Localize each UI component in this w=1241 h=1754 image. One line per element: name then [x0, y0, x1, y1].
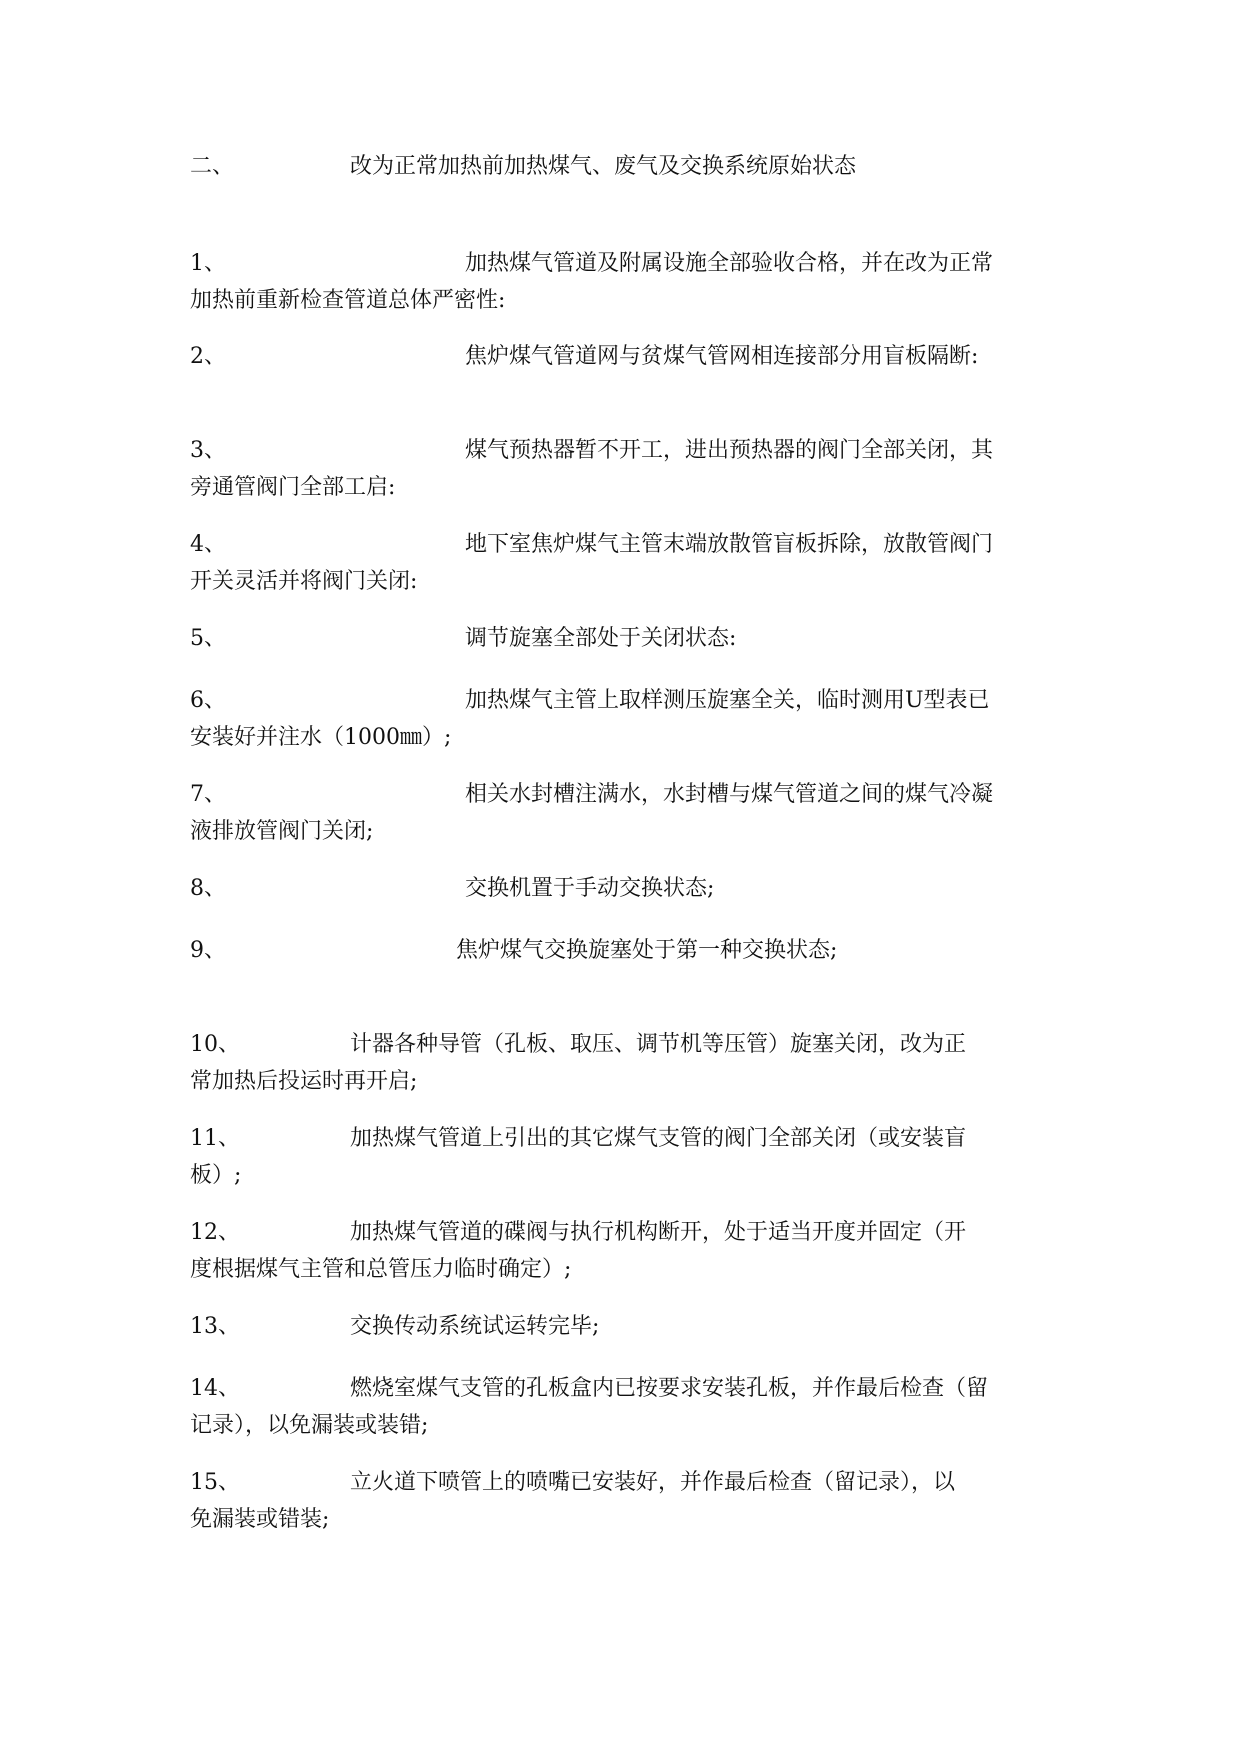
list-item [190, 870, 1060, 907]
item-text-line-1: 焦炉煤气交换旋塞处于第一种交换状态; [456, 938, 838, 963]
item-text-line-1: 立火道下喷管上的喷嘴已安装好，并作最后检查（留记录），以 [350, 1470, 956, 1495]
item-number: 2、 [190, 344, 226, 369]
item-number: 7、 [190, 782, 226, 807]
item-text-line-1: 煤气预热器暂不开工，进出预热器的阀门全部关闭，其 [465, 438, 994, 463]
list-item [190, 776, 1060, 850]
item-text-line-1: 调节旋塞全部处于关闭状态: [465, 626, 737, 651]
list-item [190, 1308, 1060, 1345]
item-text-line-2: 旁通管阀门全部工启: [190, 475, 396, 500]
item-text-line-1: 燃烧室煤气支管的孔板盒内已按要求安装孔板，并作最后检查（留 [350, 1376, 989, 1401]
list-item [190, 432, 1060, 506]
item-text-line-1: 相关水封槽注满水，水封槽与煤气管道之间的煤气冷凝 [465, 782, 994, 807]
item-number: 1、 [190, 251, 226, 276]
item-text-line-2: 板）; [190, 1163, 242, 1188]
list-item [190, 1120, 1060, 1194]
item-text-line-1: 加热煤气管道上引出的其它煤气支管的阀门全部关闭（或安装盲 [350, 1126, 967, 1151]
item-number: 9、 [190, 938, 226, 963]
item-text-line-1: 地下室焦炉煤气主管末端放散管盲板拆除，放散管阀门 [465, 532, 994, 557]
item-text-line-2: 开关灵活并将阀门关闭: [190, 569, 418, 594]
list-item [190, 1026, 1060, 1100]
list-item [190, 1214, 1060, 1288]
list-item [190, 1370, 1060, 1444]
list-item [190, 932, 1060, 969]
item-number: 5、 [190, 626, 226, 651]
item-text-line-1: 交换机置于手动交换状态; [465, 876, 715, 901]
item-text-line-2: 加热前重新检查管道总体严密性: [190, 288, 506, 313]
section-heading [190, 150, 1090, 184]
item-number: 15、 [190, 1470, 240, 1495]
list-item [190, 620, 1060, 657]
item-number: 12、 [190, 1220, 240, 1245]
list-item [190, 338, 1060, 375]
section-title: 改为正常加热前加热煤气、废气及交换系统原始状态 [350, 154, 857, 179]
item-text-line-1: 加热煤气管道及附属设施全部验收合格，并在改为正常 [465, 251, 994, 276]
item-number: 11、 [190, 1126, 240, 1151]
list-item [190, 682, 1060, 756]
item-number: 8、 [190, 876, 226, 901]
item-number: 10、 [190, 1032, 240, 1057]
item-text-line-1: 加热煤气主管上取样测压旋塞全关，临时测用U型表已 [465, 688, 990, 713]
section-number: 二、 [190, 154, 235, 179]
item-text-line-2: 安装好并注水（1000㎜）; [190, 725, 452, 750]
item-text-line-2: 度根据煤气主管和总管压力临时确定）; [190, 1257, 572, 1282]
item-number: 6、 [190, 688, 226, 713]
item-number: 13、 [190, 1314, 240, 1339]
item-text-line-1: 加热煤气管道的碟阀与执行机构断开，处于适当开度并固定（开 [350, 1220, 967, 1245]
item-text-line-2: 免漏装或错装; [190, 1507, 330, 1532]
item-text-line-2: 常加热后投运时再开启; [190, 1069, 418, 1094]
item-number: 4、 [190, 532, 226, 557]
item-text-line-1: 交换传动系统试运转完毕; [350, 1314, 600, 1339]
item-text-line-1: 计器各种导管（孔板、取压、调节机等压管）旋塞关闭，改为正 [350, 1032, 967, 1057]
item-text-line-2: 记录），以免漏装或装错; [190, 1413, 429, 1438]
item-text-line-2: 液排放管阀门关闭; [190, 819, 374, 844]
item-number: 14、 [190, 1376, 240, 1401]
list-item [190, 526, 1060, 600]
item-text-line-1: 焦炉煤气管道网与贫煤气管网相连接部分用盲板隔断: [465, 344, 979, 369]
list-item [190, 245, 1060, 319]
item-number: 3、 [190, 438, 226, 463]
list-item [190, 1464, 1060, 1538]
